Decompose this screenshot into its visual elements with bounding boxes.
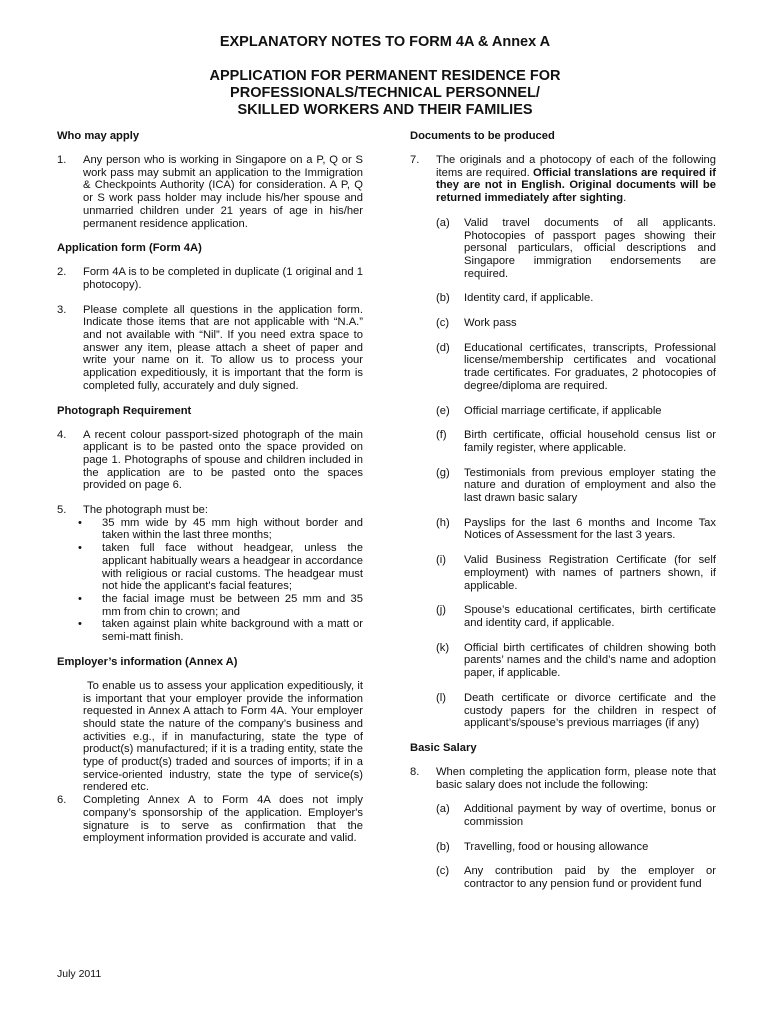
note-item-4 xyxy=(57,429,363,493)
list-item: • taken against plain white background with a matt or semi-matt finish. xyxy=(83,618,363,643)
item-number: 7. xyxy=(410,154,420,166)
subitem-label: (f) xyxy=(436,429,447,442)
subitem-text: Payslips for the last 6 months and Income Tax Notices of Assessment for the last 3 years. xyxy=(464,516,716,542)
item-text: A recent colour passport-sized photograph of the main applicant is to be pasted onto the space provided on page 1. Photographs of spouse and children included in the application are to be pasted onto the spaces provided on page 6. xyxy=(83,428,363,492)
subitem-label: (b) xyxy=(436,292,450,305)
document-subitem-l xyxy=(436,692,716,730)
item-text-bold: Official translations are required if they are not in English. Original documents will be returned immediately after sighting xyxy=(436,166,716,205)
subitem-label: (k) xyxy=(436,641,450,654)
document-subitem-k xyxy=(436,642,716,680)
document-subitem-h xyxy=(436,517,716,542)
employer-paragraph: To enable us to assess your application expeditiously, it is important that your employer provide the information requested in Annex A attach to Form 4A. Your employer should state the nature of the company’s business and activities e.g., if in manufacturing, state the type of product(s) manufactured; if it is a trading entity, state the type of product(s) traded and sources of imports; if in a service-oriented industry, state the type of service(s) rendered etc. xyxy=(83,679,363,794)
item-number: 3. xyxy=(57,303,67,316)
list-item: • taken full face without headgear, unless the applicant habitually wears a headgear in accordance with religious or racial customs. The headgear must not hide the applicant's facial features; xyxy=(83,542,363,593)
subitem-text: Valid travel documents of all applicants. Photocopies of passport pages showing their personal particulars, official descriptions and Singapore immigration endorsements are required. xyxy=(464,216,716,280)
subitem-text: Spouse’s educational certificates, birth certificate and identity card, if applicable. xyxy=(464,604,716,629)
note-item-1 xyxy=(57,154,363,230)
item-number: 8. xyxy=(410,765,420,778)
right-column xyxy=(410,130,716,903)
item-text-plain: The originals and a photocopy of each of the following items are required. xyxy=(436,154,716,179)
subtitle-line: APPLICATION FOR PERMANENT RESIDENCE FOR xyxy=(209,68,561,84)
subitem-label: (a) xyxy=(436,803,450,816)
salary-subitem-a xyxy=(436,803,716,828)
document-subtitle xyxy=(0,68,770,119)
subtitle-line: PROFESSIONALS/TECHNICAL PERSONNEL/ xyxy=(230,85,540,101)
document-subitem-a xyxy=(436,217,716,281)
basic-salary-heading: Basic Salary xyxy=(410,741,477,754)
footer-date: July 2011 xyxy=(57,968,102,980)
item-text: The photograph must be: xyxy=(83,504,209,517)
list-item: • the facial image must be between 25 mm and 35 mm from chin to crown; and xyxy=(83,593,363,618)
subitem-text: Valid Business Registration Certificate (for self employment) with names of partners shown, if applicable. xyxy=(464,554,716,592)
item-number: 2. xyxy=(57,266,67,279)
employer-info-heading: Employer’s information (Annex A) xyxy=(57,655,238,668)
photo-requirements-list xyxy=(83,517,363,644)
left-column xyxy=(57,130,363,857)
subitem-label: (b) xyxy=(436,840,450,853)
item-number: 4. xyxy=(57,428,67,441)
subitem-label: (i) xyxy=(436,554,446,567)
application-form-heading: Application form (Form 4A) xyxy=(57,242,202,255)
document-subitem-f xyxy=(436,429,716,454)
item-text: Please complete all questions in the application form. Indicate those items that are not applicable with “N.A.” and not available with “Nil”. If you need extra space to answer any item, please attach a sheet of paper and write your name on it. To allow us to process your application expeditiously, it is important that the form is completed fully, accurately and duly signed. xyxy=(83,303,363,392)
note-item-3 xyxy=(57,304,363,393)
document-subitem-c xyxy=(436,317,716,330)
who-may-apply-heading: Who may apply xyxy=(57,130,140,142)
document-subitem-g xyxy=(436,467,716,505)
subitem-label: (c) xyxy=(436,865,450,878)
subitem-text: Travelling, food or housing allowance xyxy=(464,840,649,853)
document-subitem-j xyxy=(436,604,716,629)
item-text: Completing Annex A to Form 4A does not imply company’s sponsorship of the application. Employer's signature is to serve as confirmation that the employment information provided is accurate and valid. xyxy=(83,794,363,845)
note-item-6 xyxy=(57,794,363,845)
subitem-label: (j) xyxy=(436,604,446,617)
document-subitem-b xyxy=(436,292,716,305)
subitem-label: (g) xyxy=(436,466,450,479)
document-subitem-e xyxy=(436,405,716,418)
subitem-text: Educational certificates, transcripts, Professional license/membership certificates and vocational trade certificates. For graduates, 2 photocopies of degree/diploma are required. xyxy=(464,341,716,392)
item-text: Form 4A is to be completed in duplicate (1 original and 1 photocopy). xyxy=(83,266,363,291)
subitem-text: Official birth certificates of children showing both parents’ names and the child’s name and adoption paper, if applicable. xyxy=(464,641,716,680)
note-item-5 xyxy=(57,504,363,644)
list-item: • 35 mm wide by 45 mm high without border and taken within the last three months; xyxy=(83,517,363,542)
subitem-text: Testimonials from previous employer stating the nature and duration of employment and also the last drawn basic salary xyxy=(464,466,716,505)
salary-subitem-c xyxy=(436,865,716,890)
item-number: 5. xyxy=(57,504,67,517)
item-number: 6. xyxy=(57,794,67,807)
documents-heading: Documents to be produced xyxy=(410,130,555,142)
document-subitem-d xyxy=(436,342,716,393)
item-text-end: . xyxy=(623,192,627,205)
item-text: Any person who is working in Singapore on a P, Q or S work pass may submit an application to the Immigration & Checkpoints Authority (ICA) for consideration. A P, Q or S work pass holder may include his/her spouse and unmarried children under 21 years of age in his/her permanent residence application. xyxy=(83,154,363,230)
subitem-label: (d) xyxy=(436,341,450,354)
subitem-text: Additional payment by way of overtime, bonus or commission xyxy=(464,803,716,829)
subitem-text: Official marriage certificate, if applicable xyxy=(464,404,662,417)
subtitle-line: SKILLED WORKERS AND THEIR FAMILIES xyxy=(237,102,533,118)
subitem-text: Death certificate or divorce certificate and the custody papers for the children in respect of applicant’s/spouse’s previous marriages (if any) xyxy=(464,691,716,730)
note-item-7 xyxy=(410,154,716,205)
document-title: EXPLANATORY NOTES TO FORM 4A & Annex A xyxy=(219,34,551,50)
salary-subitem-b xyxy=(436,841,716,854)
subitem-text: Identity card, if applicable. xyxy=(464,292,594,305)
subitem-label: (h) xyxy=(436,516,450,529)
subitem-label: (e) xyxy=(436,404,450,417)
subitem-text: Any contribution paid by the employer or contractor to any pension fund or provident fund xyxy=(464,865,716,891)
note-item-8 xyxy=(410,766,716,791)
item-number: 1. xyxy=(57,154,67,166)
subitem-text: Birth certificate, official household census list or family register, where applicable. xyxy=(464,429,716,454)
item-text xyxy=(436,154,716,205)
subitem-label: (c) xyxy=(436,317,450,330)
subitem-label: (l) xyxy=(436,691,446,704)
document-subitem-i xyxy=(436,554,716,592)
photograph-heading: Photograph Requirement xyxy=(57,404,192,417)
item-text: When completing the application form, please note that basic salary does not include the following: xyxy=(436,765,716,791)
note-item-2 xyxy=(57,266,363,291)
subitem-label: (a) xyxy=(436,216,450,229)
subitem-text: Work pass xyxy=(464,317,517,330)
